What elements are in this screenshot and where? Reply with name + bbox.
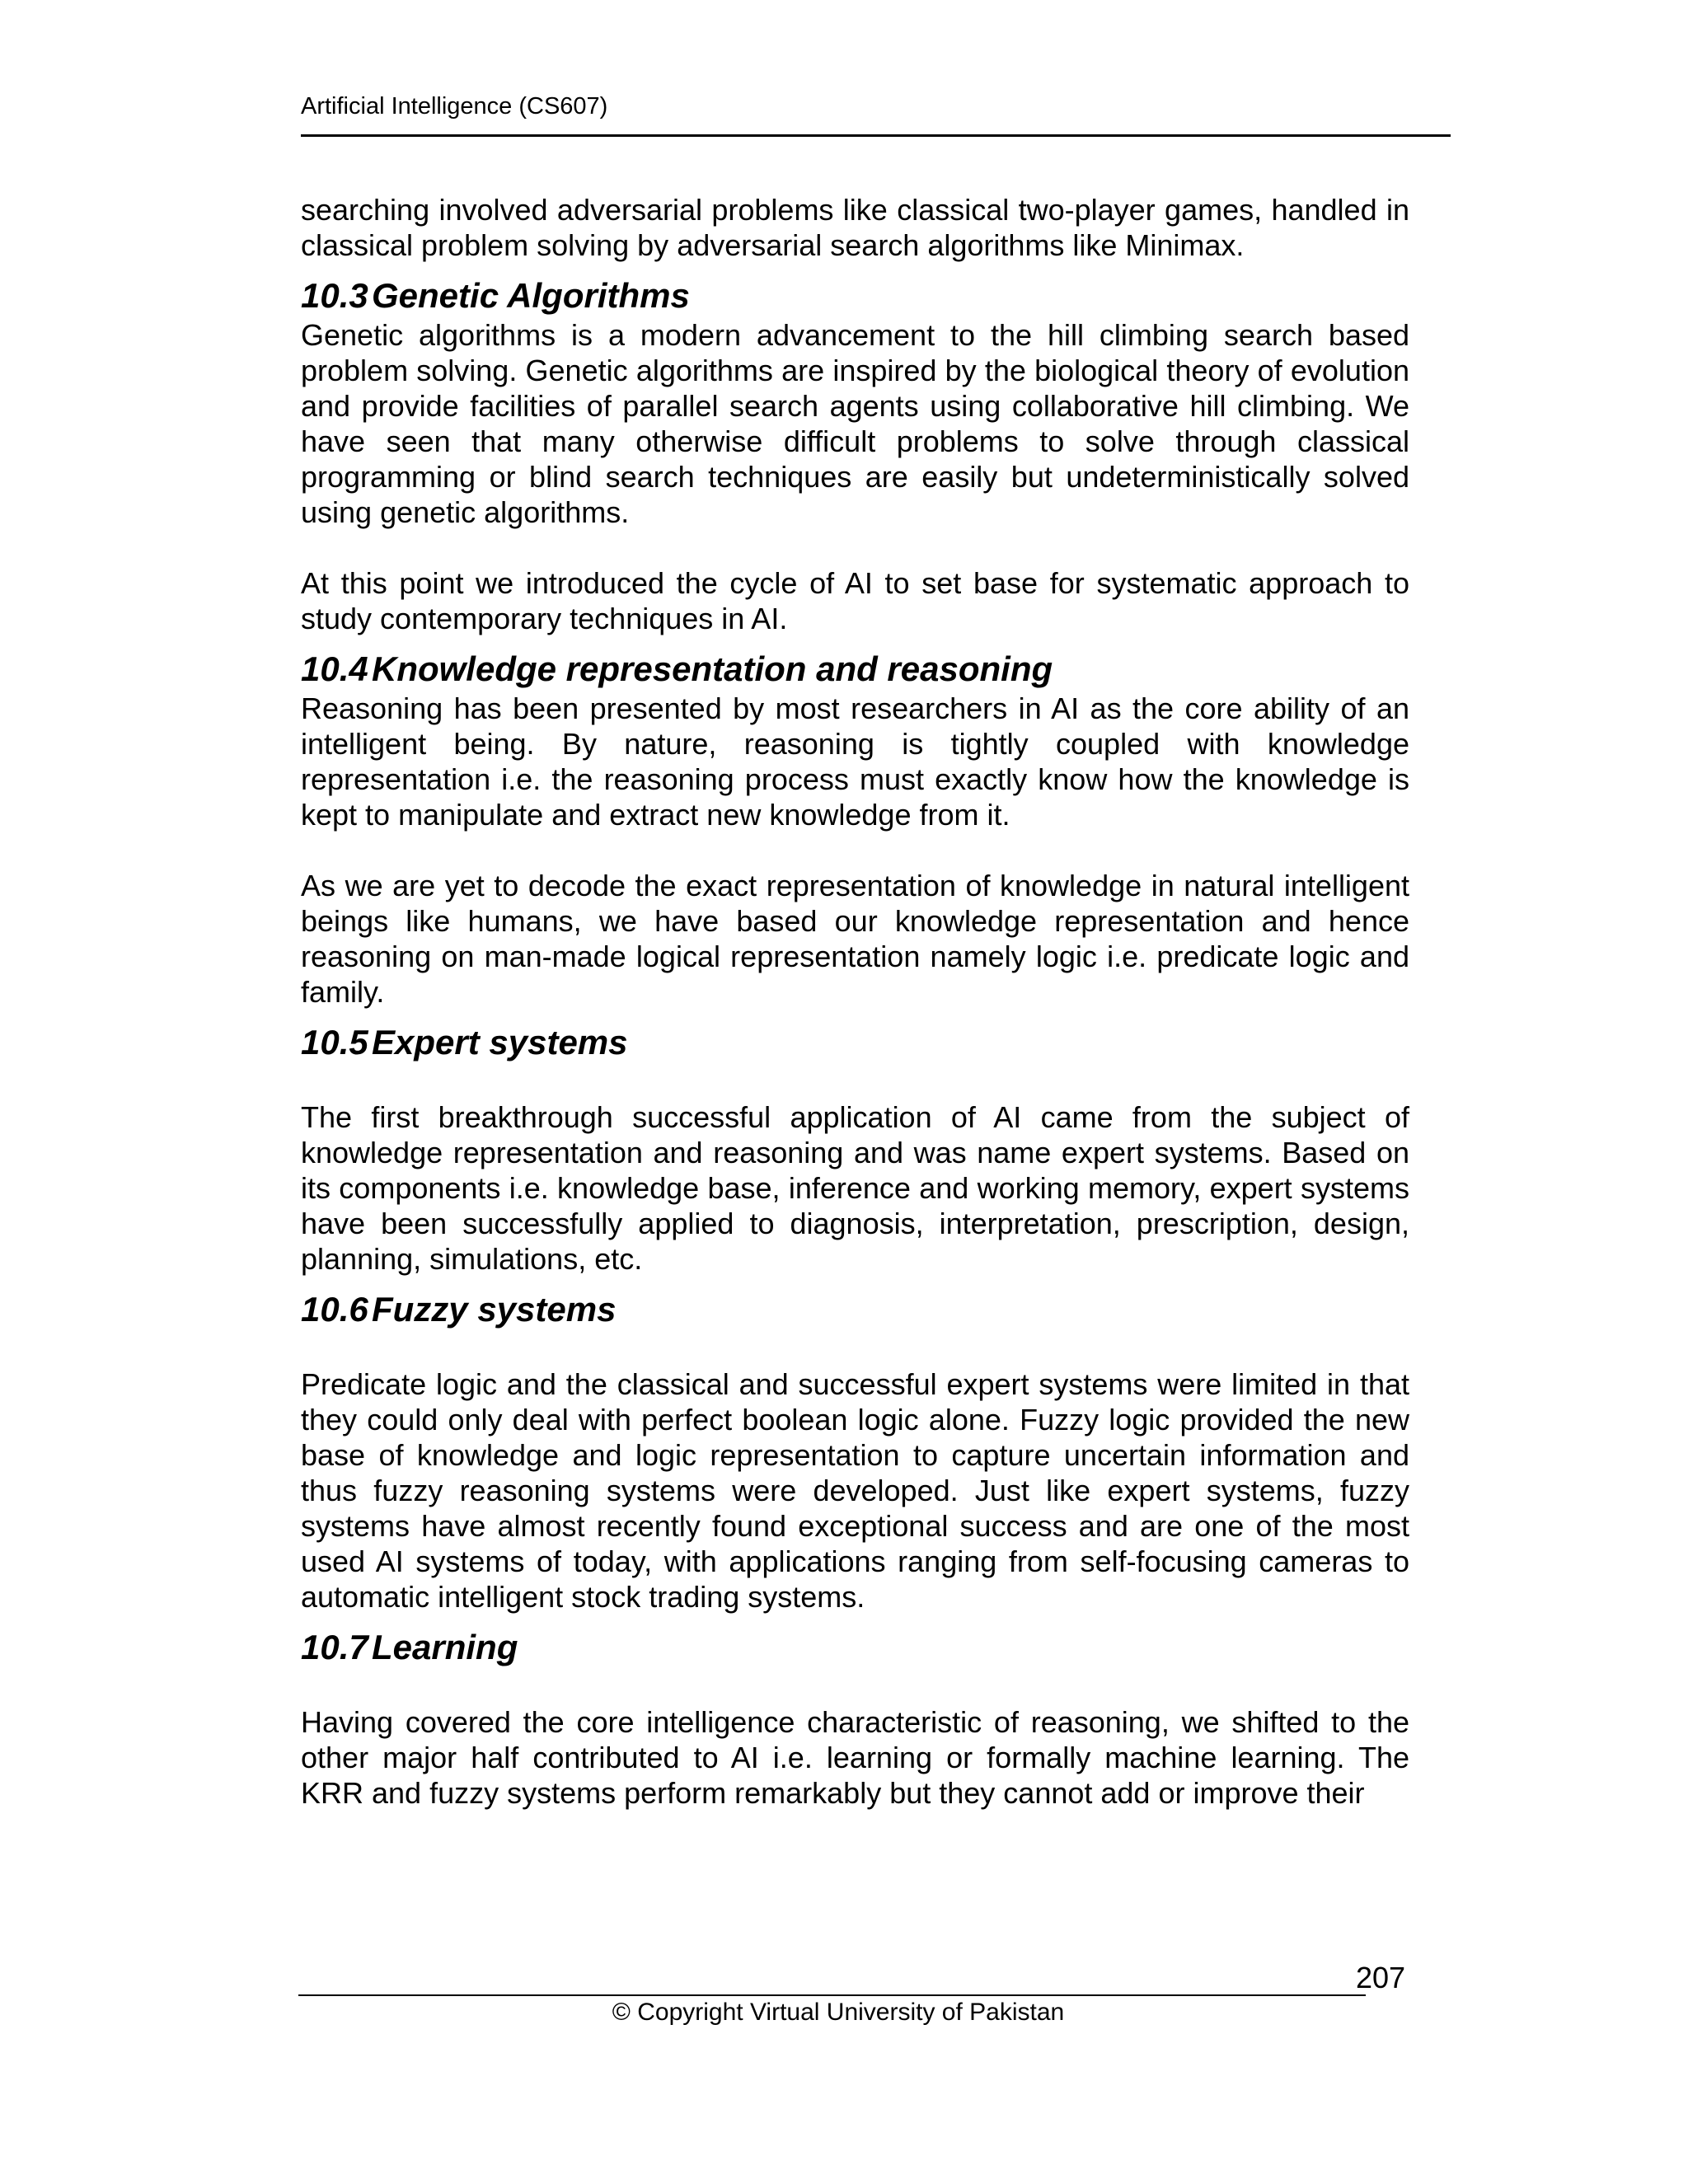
page-number: 207 (1356, 1961, 1406, 1994)
copyright-notice (0, 1998, 1688, 2027)
section-title: Learning (372, 1628, 518, 1666)
section-title: Fuzzy systems (372, 1290, 617, 1329)
copyright-text: © Copyright Virtual University of Pakistan (612, 1999, 1065, 2026)
section-10-4-paragraph-2: As we are yet to decode the exact representation of knowledge in natural intelligent beings like humans, we have based our knowledge representation and hence reasoning on man-made logical representation namely logic i.e. predicate logic and family. (301, 869, 1409, 1009)
section-number: 10.3 (301, 276, 368, 315)
section-heading-10-6 (301, 1288, 1409, 1331)
section-heading-10-3 (301, 274, 1409, 317)
section-heading-10-7 (301, 1626, 1409, 1669)
section-10-6-paragraph-1: Predicate logic and the classical and successful expert systems were limited in that they could only deal with perfect boolean logic alone. Fuzzy logic provided the new base of knowledge and logic representation to capture uncertain information and thus fuzzy reasoning systems were developed. Just like expert systems, fuzzy systems have almost recently found exceptional success and are one of the most used AI systems of today, with applications ranging from self-focusing cameras to automatic intelligent stock trading systems. (301, 1367, 1409, 1614)
header-course-title: Artificial Intelligence (CS607) (301, 93, 608, 120)
page-body (301, 192, 1409, 1811)
intro-paragraph: searching involved adversarial problems like classical two-player games, handled in classical problem solving by adversarial search algorithms like Minimax. (301, 193, 1409, 262)
section-heading-10-4 (301, 648, 1409, 691)
section-number: 10.6 (301, 1290, 368, 1329)
section-10-5-paragraph-1: The first breakthrough successful application of AI came from the subject of knowledge representation and reasoning and was name expert systems. Based on its components i.e. knowledge base, inference and working memory, expert systems have been successfully applied to diagnosis, interpretation, prescription, design, planning, simulations, etc. (301, 1100, 1409, 1276)
section-title: Genetic Algorithms (372, 276, 690, 315)
section-title: Knowledge representation and reasoning (372, 649, 1053, 688)
section-number: 10.7 (301, 1628, 368, 1666)
section-title: Expert systems (372, 1023, 628, 1062)
section-10-3-paragraph-1: Genetic algorithms is a modern advancement to the hill climbing search based problem solving. Genetic algorithms are inspired by the biological theory of evolution and provide facilities of parallel search agents using collaborative hill climbing. We have seen that many otherwise difficult problems to solve through classical programming or blind search techniques are easily but undeterministically solved using genetic algorithms. (301, 318, 1409, 529)
section-heading-10-5 (301, 1021, 1409, 1064)
section-10-4-paragraph-1: Reasoning has been presented by most researchers in AI as the core ability of an intelligent being. By nature, reasoning is tightly coupled with knowledge representation i.e. the reasoning process must exactly know how the knowledge is kept to manipulate and extract new knowledge from it. (301, 691, 1409, 832)
section-10-7-paragraph-1: Having covered the core intelligence characteristic of reasoning, we shifted to the other major half contributed to AI i.e. learning or formally machine learning. The KRR and fuzzy systems perform remarkably but they cannot add or improve their (301, 1705, 1409, 1810)
footer-divider (298, 1994, 1366, 1996)
section-10-3-paragraph-2: At this point we introduced the cycle of AI to set base for systematic approach to study contemporary techniques in AI. (301, 566, 1409, 635)
section-number: 10.4 (301, 649, 368, 688)
header-divider (301, 134, 1451, 137)
section-number: 10.5 (301, 1023, 368, 1062)
